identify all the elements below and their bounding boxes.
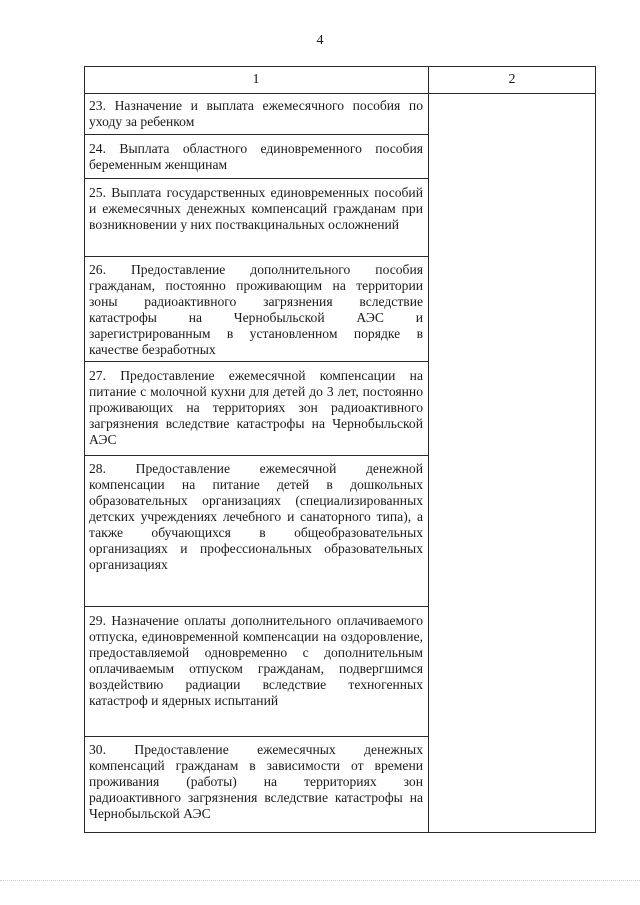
scan-artifact-line [0, 880, 640, 882]
table-column-2-frame [428, 66, 596, 833]
table-row-26: 26. Предоставление дополнительного пособия гражданам, постоянно проживающим на территории зоны радиоактивного загрязнения вследствие катастрофы на Чернобыльской АЭС и зарегистрированным в установленном порядке в качестве безработных [89, 262, 423, 357]
row-divider [84, 455, 428, 456]
row-divider [84, 736, 428, 737]
row-divider [84, 134, 428, 135]
table-header-col-2: 2 [508, 72, 516, 87]
table-row-30: 30. Предоставление ежемесячных денежных компенсаций гражданам в зависимости от времени проживания (работы) на территориях зон радиоактивного загрязнения вследствие катастрофы на Чернобыльской АЭС [89, 742, 423, 821]
table-row-29: 29. Назначение оплаты дополнительного оплачиваемого отпуска, единовременной компенсации на оздоровление, предоставляемой одновременно с дополнительным оплачиваемым отпуском гражданам, подвергшимся воздействию радиации вследствие техногенных катастроф и ядерных испытаний [89, 613, 423, 708]
table-column-1-frame [84, 66, 429, 833]
table-row-28: 28. Предоставление ежемесячной денежной компенсации на питание детей в дошкольных образовательных организациях (специализированных детских учреждениях лечебного и санаторного типа), а также обучающихся в общеобразовательных организациях и профессиональных образовательных организациях [89, 461, 423, 572]
header-divider [84, 93, 596, 94]
page-number: 4 [316, 33, 324, 48]
row-divider [84, 606, 428, 607]
row-divider [84, 178, 428, 179]
table-header-row [84, 66, 596, 93]
row-divider [84, 256, 428, 257]
table-row-27: 27. Предоставление ежемесячной компенсации на питание с молочной кухни для детей до 3 лет, постоянно проживающих на территориях зон радиоактивного загрязнения вследствие катастрофы на Чернобыльской АЭС [89, 368, 423, 447]
table-header-col-1: 1 [252, 72, 260, 87]
table-row-24: 24. Выплата областного единовременного пособия беременным женщинам [89, 141, 423, 172]
row-divider [84, 361, 428, 362]
table-row-25: 25. Выплата государственных единовременных пособий и ежемесячных денежных компенсаций гражданам при возникновении у них поствакцинальных осложнений [89, 185, 423, 232]
table-row-23: 23. Назначение и выплата ежемесячного пособия по уходу за ребенком [89, 98, 423, 129]
